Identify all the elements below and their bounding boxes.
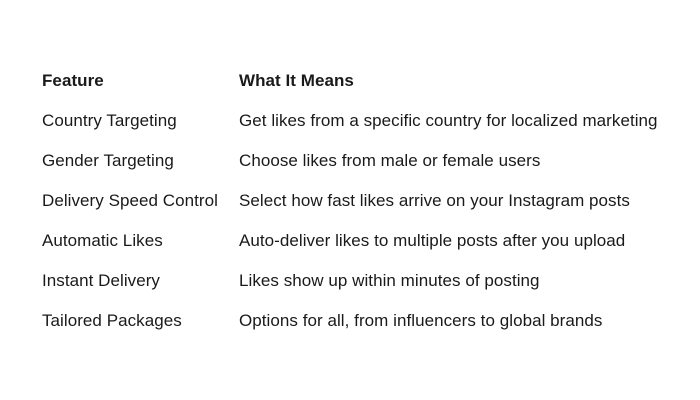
feature-cell: Instant Delivery [42,271,160,290]
table-row [42,261,658,301]
table-row [42,141,658,181]
table-row [42,181,658,221]
meaning-cell: Select how fast likes arrive on your Instagram posts [239,191,630,210]
header-feature: Feature [42,71,104,90]
features-table [42,61,658,341]
feature-cell: Country Targeting [42,111,177,130]
table-row [42,221,658,261]
table-header-row [42,61,658,101]
feature-cell: Gender Targeting [42,151,174,170]
feature-cell: Automatic Likes [42,231,163,250]
feature-cell: Tailored Packages [42,311,182,330]
table-row [42,101,658,141]
meaning-cell: Auto-deliver likes to multiple posts after you upload [239,231,626,250]
meaning-cell: Get likes from a specific country for localized marketing [239,111,658,130]
header-meaning: What It Means [239,71,354,90]
meaning-cell: Choose likes from male or female users [239,151,541,170]
table-row [42,301,658,341]
meaning-cell: Options for all, from influencers to global brands [239,311,603,330]
feature-cell: Delivery Speed Control [42,191,218,210]
meaning-cell: Likes show up within minutes of posting [239,271,540,290]
